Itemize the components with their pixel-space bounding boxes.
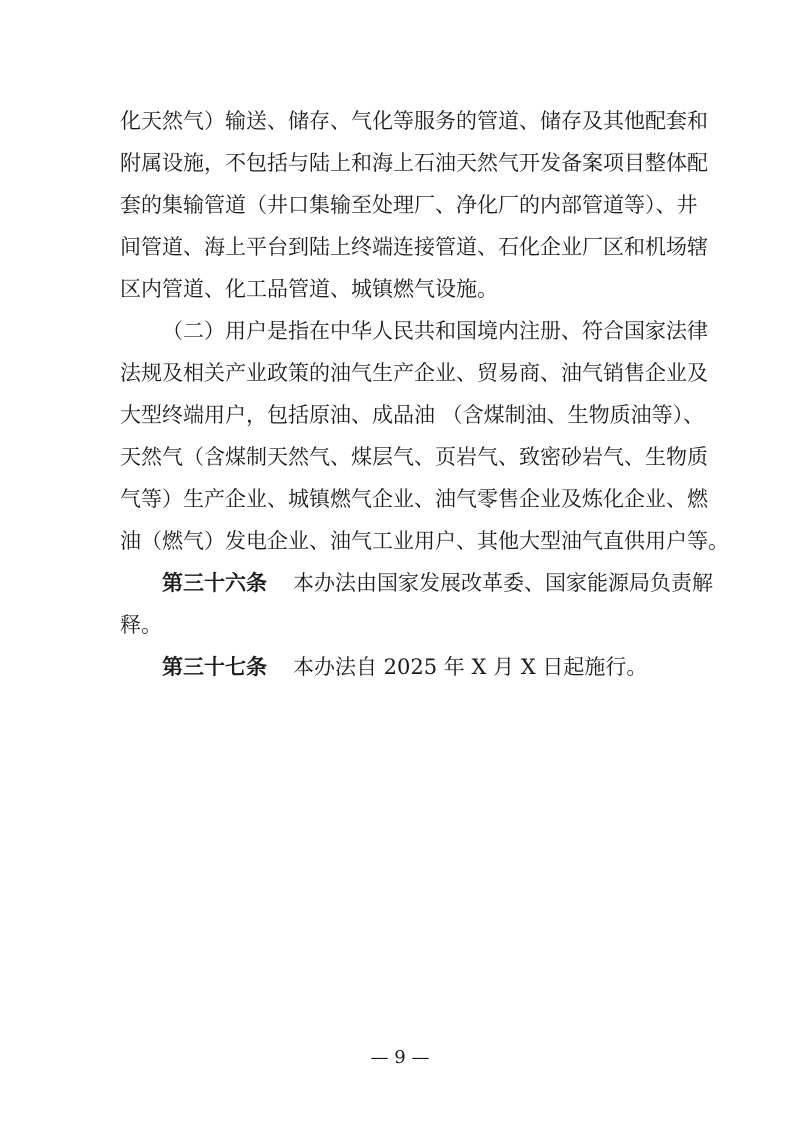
- paragraph-line: 附属设施，不包括与陆上和海上石油天然气开发备案项目整体配: [120, 151, 708, 175]
- paragraph-line: （二）用户是指在中华人民共和国境内注册、符合国家法律: [162, 319, 708, 343]
- paragraph-line: 天然气（含煤制天然气、煤层气、页岩气、致密砂岩气、生物质: [120, 445, 708, 469]
- article-36-label: 第三十六条: [162, 570, 267, 595]
- article-36-text-continued: 释。: [120, 613, 162, 637]
- paragraph-line: 气等）生产企业、城镇燃气企业、油气零售企业及炼化企业、燃: [120, 487, 708, 511]
- article-37-text: 本办法自 2025 年 X 月 X 日起施行。: [293, 655, 648, 679]
- article-36-text: 本办法由国家发展改革委、国家能源局负责解: [293, 571, 713, 595]
- article-36: [162, 570, 713, 596]
- paragraph-line: 油（燃气）发电企业、油气工业用户、其他大型油气直供用户等。: [120, 529, 729, 553]
- page-number: — 9 —: [370, 1047, 430, 1068]
- article-37-label: 第三十七条: [162, 654, 267, 679]
- paragraph-line: 大型终端用户，包括原油、成品油 （含煤制油、生物质油等）、: [120, 403, 705, 427]
- paragraph-line: 间管道、海上平台到陆上终端连接管道、石化企业厂区和机场辖: [120, 235, 708, 259]
- paragraph-line: 化天然气）输送、储存、气化等服务的管道、储存及其他配套和: [120, 109, 708, 133]
- paragraph-line: 套的集输管道（井口集输至处理厂、净化厂的内部管道等）、井: [120, 193, 698, 217]
- paragraph-line: 法规及相关产业政策的油气生产企业、贸易商、油气销售企业及: [120, 361, 708, 385]
- paragraph-line: 区内管道、化工品管道、城镇燃气设施。: [120, 277, 498, 301]
- article-37: [162, 654, 682, 680]
